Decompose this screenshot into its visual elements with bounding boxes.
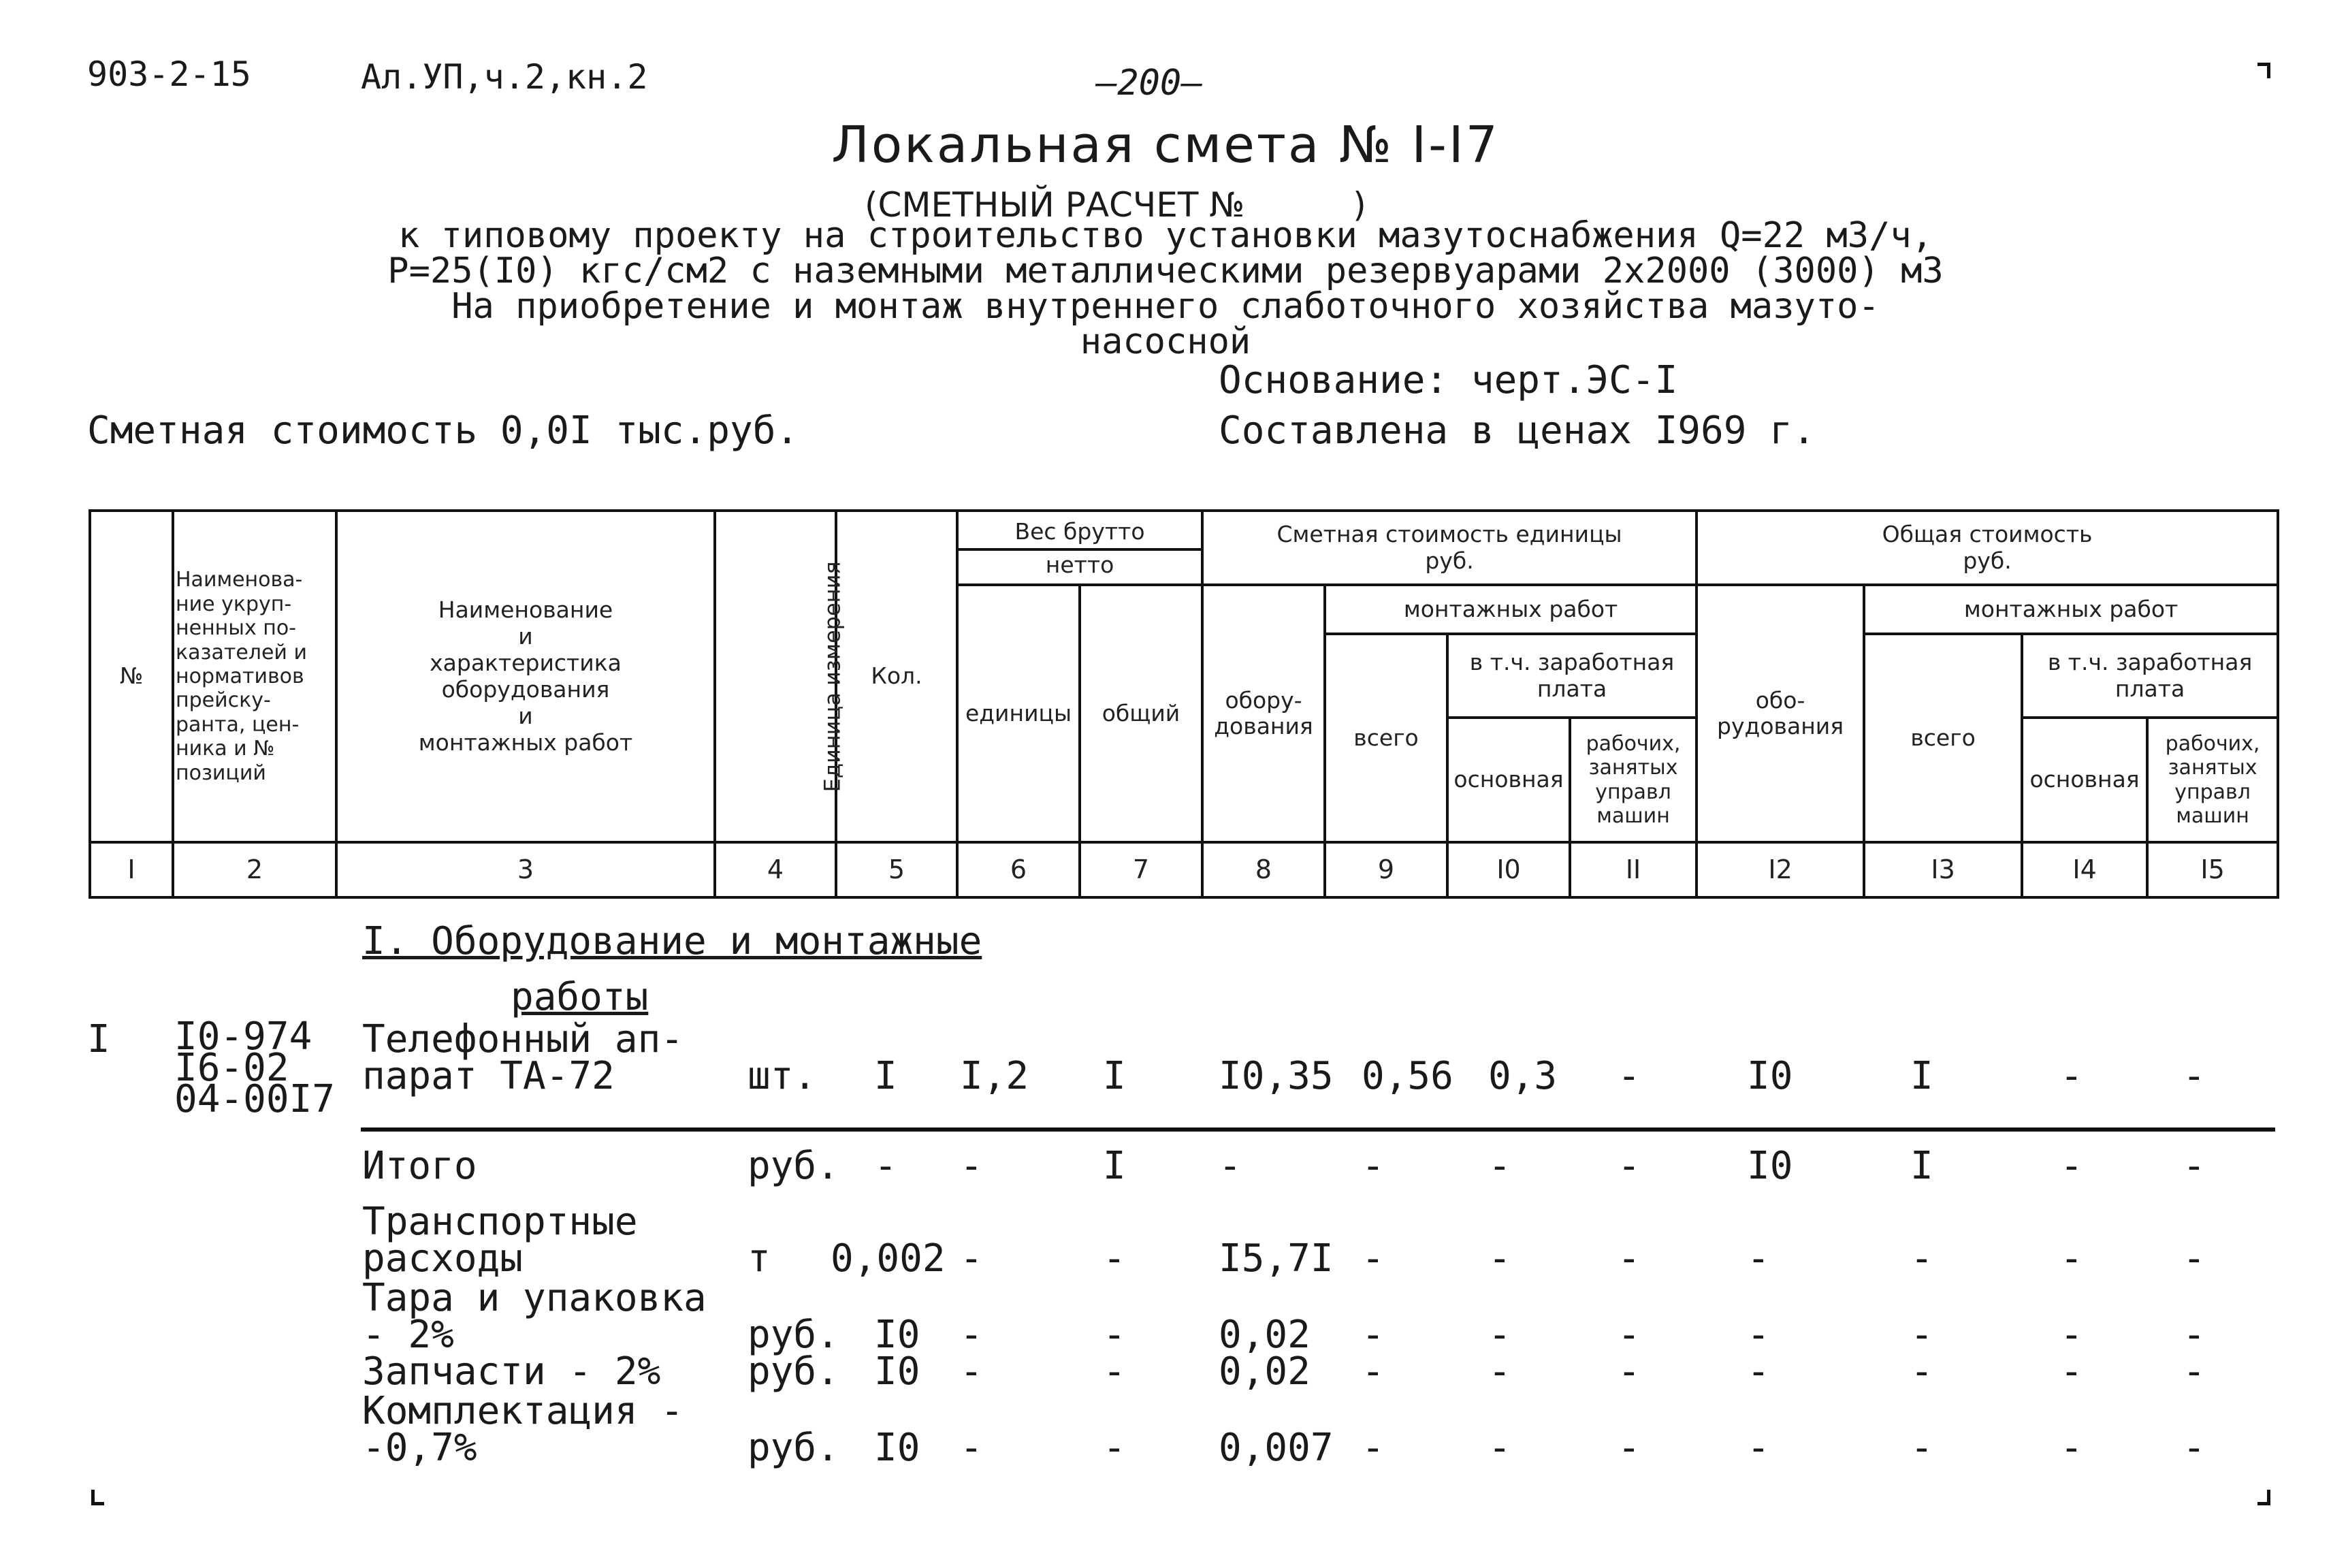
- description-line: насосной: [1080, 321, 1251, 362]
- row-unit-wages-basic: 0,3: [1488, 1054, 1558, 1098]
- row-qty: 0,002: [831, 1236, 946, 1281]
- description-line: На приобретение и монтаж внутреннего слаботочного хозяйства мазуто-: [451, 286, 1880, 327]
- row-name-line: Транспортные: [362, 1200, 638, 1244]
- row-unit-wages-machine: -: [1618, 1349, 1641, 1394]
- row-weight-unit: -: [960, 1349, 983, 1394]
- row-qty: I0: [874, 1349, 920, 1394]
- col-name-line: характеристика: [430, 649, 622, 676]
- row-qty: I0: [874, 1313, 920, 1357]
- col-name-line: оборудования: [441, 675, 610, 703]
- section-title-text: I. Оборудование и монтажные: [362, 919, 982, 963]
- col-index: I0: [1447, 842, 1570, 897]
- col-index: 4: [715, 842, 836, 897]
- col-total-cost-group: [1697, 511, 2278, 585]
- row-weight-total: I: [1103, 1144, 1126, 1188]
- col-index: I2: [1697, 842, 1864, 897]
- row-unit-equipment: 0,02: [1219, 1349, 1311, 1394]
- row-total-wages-machine: -: [2183, 1313, 2206, 1357]
- row-unit-wages-basic: -: [1488, 1313, 1511, 1357]
- subtotal-divider: [361, 1127, 2275, 1132]
- row-total-install-all: -: [1910, 1313, 1933, 1357]
- row-weight-unit: I,2: [960, 1054, 1029, 1098]
- row-weight-total: -: [1103, 1349, 1126, 1394]
- row-total-equipment: -: [1747, 1426, 1770, 1470]
- row-unit-wages-basic: -: [1488, 1426, 1511, 1470]
- corner-mark: [2257, 63, 2270, 78]
- col-name-line: монтажных работ: [418, 729, 633, 756]
- weight-net-label: нетто: [1045, 551, 1114, 578]
- row-weight-total: I: [1103, 1054, 1126, 1098]
- col-unit-install-all: всего: [1325, 634, 1447, 842]
- unit-cost-label: Сметная стоимость единицы: [1276, 520, 1622, 547]
- row-name: [362, 1276, 707, 1357]
- row-unit-wages-machine: -: [1618, 1236, 1641, 1281]
- row-unit-wages-machine: -: [1618, 1313, 1641, 1357]
- col-unit-cost-group: [1202, 511, 1697, 585]
- row-unit-equipment: -: [1219, 1144, 1242, 1188]
- description-line: к типовому проекту на строительство установки мазутоснабжения Q=22 м3/ч,: [398, 215, 1933, 256]
- col-index: 3: [336, 842, 715, 897]
- estimate-subtitle: (СМЕТНЫЙ РАСЧЕТ № ): [865, 185, 1366, 225]
- row-weight-total: -: [1103, 1426, 1126, 1470]
- row-unit-install-all: -: [1362, 1144, 1385, 1188]
- row-unit-wages-basic: -: [1488, 1236, 1511, 1281]
- row-total-install-all: -: [1910, 1349, 1933, 1394]
- col-index: 9: [1325, 842, 1447, 897]
- basis-reference: Основание: черт.ЭС-I: [1219, 358, 1678, 402]
- row-unit: шт.: [747, 1054, 817, 1098]
- row-unit-equipment: 0,02: [1219, 1313, 1311, 1357]
- col-unit-header: [715, 511, 846, 842]
- album-reference: Ал.УП,ч.2,кн.2: [361, 57, 648, 97]
- row-unit-install-all: -: [1362, 1236, 1385, 1281]
- row-weight-unit: -: [960, 1426, 983, 1470]
- description-line: P=25(I0) кгс/см2 с наземными металлическими резервуарами 2х2000 (3000) м3: [387, 251, 1944, 291]
- estimate-table-header: [89, 509, 2277, 899]
- row-unit: руб.: [747, 1144, 839, 1188]
- row-code-line: 04-00I7: [174, 1077, 336, 1121]
- col-weight-group: [957, 511, 1202, 585]
- col-total-equipment: обо-рудования: [1697, 585, 1864, 842]
- row-total-wages-machine: -: [2183, 1426, 2206, 1470]
- row-total-install-all: -: [1910, 1426, 1933, 1470]
- row-unit-wages-machine: -: [1618, 1426, 1641, 1470]
- col-enlarged-name-header: Наименова-ние укруп-ненных по-казателей и нормативов прейску-ранта, цен-ника и № позиций: [173, 511, 336, 842]
- weight-gross-label: Вес брутто: [959, 516, 1201, 551]
- row-unit-wages-machine: -: [1618, 1054, 1641, 1098]
- total-cost-currency: руб.: [1963, 547, 2012, 574]
- col-index: 7: [1080, 842, 1202, 897]
- row-total-equipment: I0: [1747, 1054, 1793, 1098]
- section-title-continued: работы: [511, 975, 649, 1019]
- row-code-line: I6-02: [174, 1046, 289, 1090]
- row-name-line: парат ТА-72: [362, 1054, 615, 1098]
- col-name-header: [336, 511, 715, 842]
- row-total-install-all: I: [1910, 1144, 1933, 1188]
- row-total-equipment: -: [1747, 1236, 1770, 1281]
- row-weight-total: -: [1103, 1313, 1126, 1357]
- col-total-wages-basic: основная: [2022, 718, 2147, 842]
- row-total-wages-basic: -: [2060, 1236, 2083, 1281]
- col-unit-equipment: обору-дования: [1202, 585, 1325, 842]
- col-index: II: [1570, 842, 1697, 897]
- col-unit-wages-machine: рабочих, занятых управл машин: [1570, 718, 1697, 842]
- row-total-install-all: I: [1910, 1054, 1933, 1098]
- row-unit-install-all: -: [1362, 1426, 1385, 1470]
- row-total-wages-basic: -: [2060, 1349, 2083, 1394]
- col-total-install-works: монтажных работ: [1864, 585, 2278, 634]
- col-index: I3: [1864, 842, 2022, 897]
- row-number: I: [87, 1017, 110, 1061]
- row-unit-install-all: 0,56: [1362, 1054, 1453, 1098]
- col-number-header: №: [90, 511, 173, 842]
- col-name-line: и: [518, 702, 533, 729]
- corner-mark: [91, 1490, 104, 1505]
- row-unit: руб.: [747, 1349, 839, 1394]
- col-qty-header: Кол.: [836, 511, 957, 842]
- row-total-wages-machine: -: [2183, 1349, 2206, 1394]
- row-total-equipment: I0: [1747, 1144, 1793, 1188]
- col-total-install-all: всего: [1864, 634, 2022, 842]
- row-total-wages-basic: -: [2060, 1426, 2083, 1470]
- col-name-line: и: [518, 622, 533, 650]
- row-total-wages-machine: -: [2183, 1054, 2206, 1098]
- row-unit-equipment: I0,35: [1219, 1054, 1334, 1098]
- col-index: I: [90, 842, 173, 897]
- row-total-wages-basic: -: [2060, 1313, 2083, 1357]
- row-name: [362, 1200, 638, 1281]
- col-index: 6: [957, 842, 1080, 897]
- row-weight-unit: -: [960, 1144, 983, 1188]
- row-qty: -: [874, 1144, 897, 1188]
- col-index: I4: [2022, 842, 2147, 897]
- price-year: Составлена в ценах I969 г.: [1219, 409, 1816, 453]
- col-index: 2: [173, 842, 336, 897]
- row-qty: I: [874, 1054, 897, 1098]
- row-name-line: Телефонный ап-: [362, 1017, 684, 1061]
- row-weight-unit: -: [960, 1313, 983, 1357]
- col-weight-total: общий: [1080, 585, 1202, 842]
- row-total-install-all: -: [1910, 1236, 1933, 1281]
- row-name-line: -0,7%: [362, 1426, 477, 1470]
- row-unit-equipment: I5,7I: [1219, 1236, 1334, 1281]
- row-unit-wages-basic: -: [1488, 1349, 1511, 1394]
- col-unit-install-works: монтажных работ: [1325, 585, 1697, 634]
- page-number: —200—: [1096, 63, 1203, 103]
- total-cost-label: Общая стоимость: [1882, 520, 2093, 547]
- row-unit-install-all: -: [1362, 1349, 1385, 1394]
- row-code: [174, 1014, 336, 1121]
- row-qty: I0: [874, 1426, 920, 1470]
- row-total-wages-basic: -: [2060, 1144, 2083, 1188]
- unit-cost-currency: руб.: [1425, 547, 1474, 574]
- section-title: [362, 919, 982, 963]
- row-total-wages-machine: -: [2183, 1236, 2206, 1281]
- row-name: [362, 1389, 684, 1470]
- col-total-wages-machine: рабочих, занятых управл машин: [2147, 718, 2278, 842]
- row-unit-install-all: -: [1362, 1313, 1385, 1357]
- row-unit: руб.: [747, 1426, 839, 1470]
- col-unit-wages-basic: основная: [1447, 718, 1570, 842]
- row-total-wages-machine: -: [2183, 1144, 2206, 1188]
- col-index: I5: [2147, 842, 2278, 897]
- row-name-line: Комплектация -: [362, 1389, 684, 1433]
- row-unit-wages-machine: -: [1618, 1144, 1641, 1188]
- col-index: 8: [1202, 842, 1325, 897]
- estimated-cost: Сметная стоимость 0,0I тыс.руб.: [87, 409, 799, 453]
- row-weight-total: -: [1103, 1236, 1126, 1281]
- page-title: Локальная смета № I-I7: [831, 116, 1500, 174]
- row-name: Запчасти - 2%: [362, 1349, 661, 1394]
- col-index: 5: [836, 842, 957, 897]
- row-name-line: Тара и упаковка: [362, 1276, 707, 1320]
- row-unit: руб.: [747, 1313, 839, 1357]
- col-total-wages: в т.ч. заработная плата: [2022, 634, 2278, 718]
- document-code: 903-2-15: [87, 54, 251, 94]
- corner-mark: [2257, 1490, 2270, 1505]
- row-total-equipment: -: [1747, 1313, 1770, 1357]
- row-name: [362, 1017, 684, 1098]
- row-name-line: расходы: [362, 1236, 524, 1281]
- col-weight-unit: единицы: [957, 585, 1080, 842]
- row-weight-unit: -: [960, 1236, 983, 1281]
- row-unit-equipment: 0,007: [1219, 1426, 1334, 1470]
- row-total-equipment: -: [1747, 1349, 1770, 1394]
- col-unit-wages: в т.ч. заработная плата: [1447, 634, 1697, 718]
- row-unit-wages-basic: -: [1488, 1144, 1511, 1188]
- row-unit: т: [747, 1236, 771, 1281]
- row-name-line: - 2%: [362, 1313, 454, 1357]
- col-unit-label: Единица измерения: [819, 561, 846, 793]
- col-name-line: Наименование: [438, 596, 613, 623]
- row-total-wages-basic: -: [2060, 1054, 2083, 1098]
- row-name: Итого: [362, 1144, 477, 1188]
- row-code-line: I0-974: [174, 1014, 312, 1059]
